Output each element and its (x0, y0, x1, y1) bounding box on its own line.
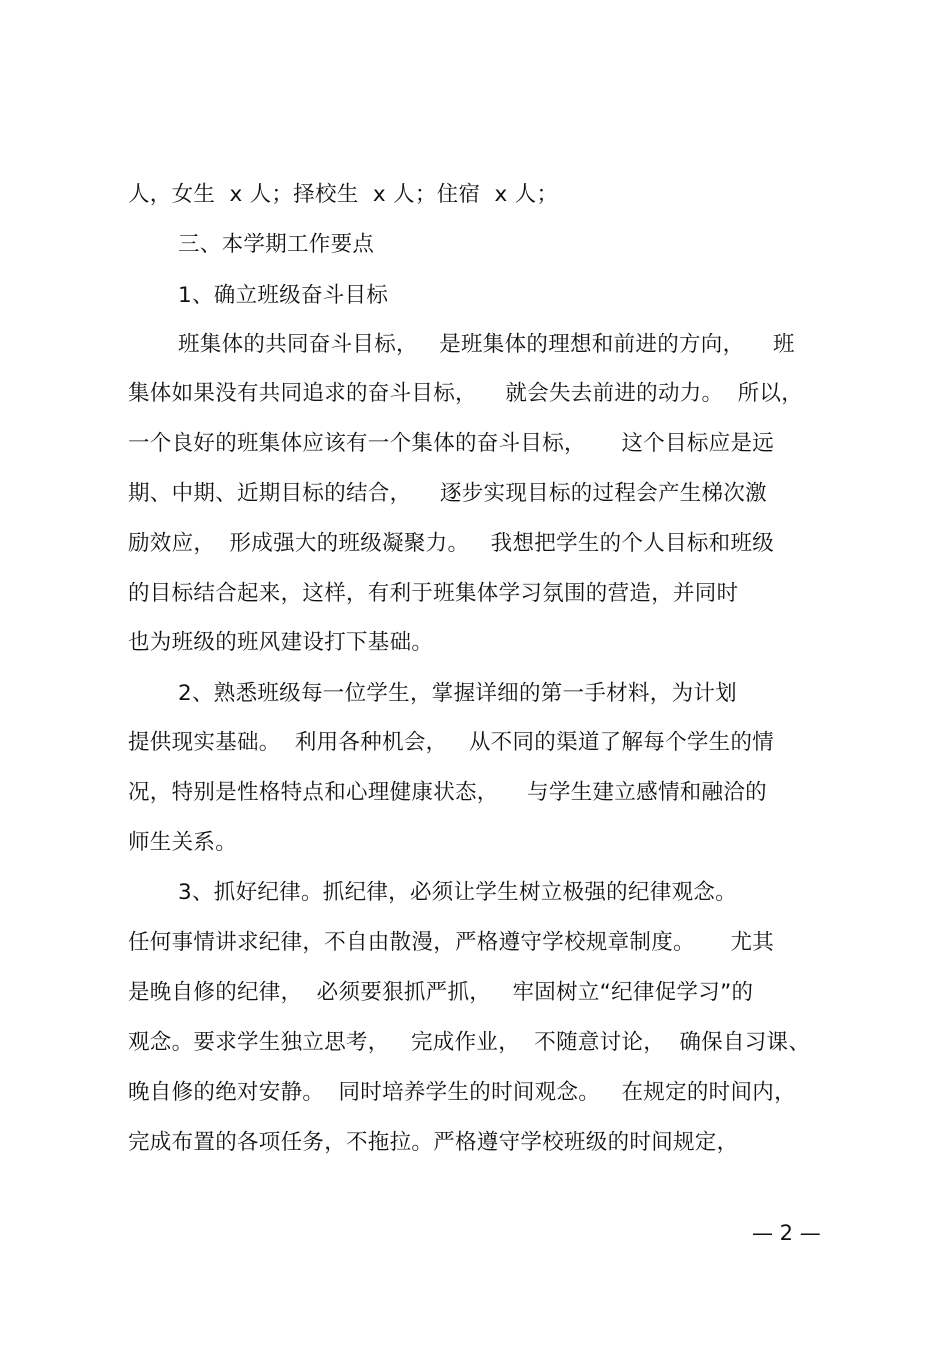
text-line: 晚自修的绝对安静。 同时培养学生的时间观念。 在规定的时间内， (128, 1080, 796, 1105)
text-line: 人，女生 x 人；择校生 x 人；住宿 x 人； (128, 182, 559, 207)
text-line: 期、中期、近期目标的结合， 逐步实现目标的过程会产生梯次激 (128, 481, 767, 506)
text-line: 励效应， 形成强大的班级凝聚力。 我想把学生的个人目标和班级 (128, 531, 775, 556)
subsection-heading: 3、抓好纪律。抓纪律，必须让学生树立极强的纪律观念。 (178, 880, 737, 905)
text-line: 集体如果没有共同追求的奋斗目标， 就会失去前进的动力。 所以， (128, 381, 804, 406)
text-line: 是晚自修的纪律， 必须要狠抓严抓， 牢固树立“纪律促学习”的 (128, 980, 754, 1005)
text-line: 的目标结合起来，这样，有利于班集体学习氛围的营造，并同时 (128, 581, 739, 606)
text-line: 完成布置的各项任务，不拖拉。严格遵守学校班级的时间规定， (128, 1130, 739, 1155)
page-number: — 2 — (752, 1221, 821, 1245)
text-line: 任何事情讲求纪律，不自由散漫，严格遵守学校规章制度。 尤其 (128, 930, 775, 955)
text-line: 观念。要求学生独立思考， 完成作业， 不随意讨论， 确保自习课、 (128, 1030, 811, 1055)
text-line: 也为班级的班风建设打下基础。 (128, 630, 434, 655)
text-line: 况，特别是性格特点和心理健康状态， 与学生建立感情和融洽的 (128, 780, 767, 805)
text-line: 提供现实基础。 利用各种机会， 从不同的渠道了解每个学生的情 (128, 730, 775, 755)
text-line: 师生关系。 (128, 830, 238, 855)
section-heading: 三、本学期工作要点 (178, 232, 375, 257)
subsection-heading: 2、熟悉班级每一位学生，掌握详细的第一手材料，为计划 (178, 681, 737, 706)
subsection-heading: 1、确立班级奋斗目标 (178, 283, 389, 308)
text-line: 班集体的共同奋斗目标， 是班集体的理想和前进的方向， 班 (178, 332, 795, 357)
text-line: 一个良好的班集体应该有一个集体的奋斗目标， 这个目标应是远 (128, 431, 775, 456)
